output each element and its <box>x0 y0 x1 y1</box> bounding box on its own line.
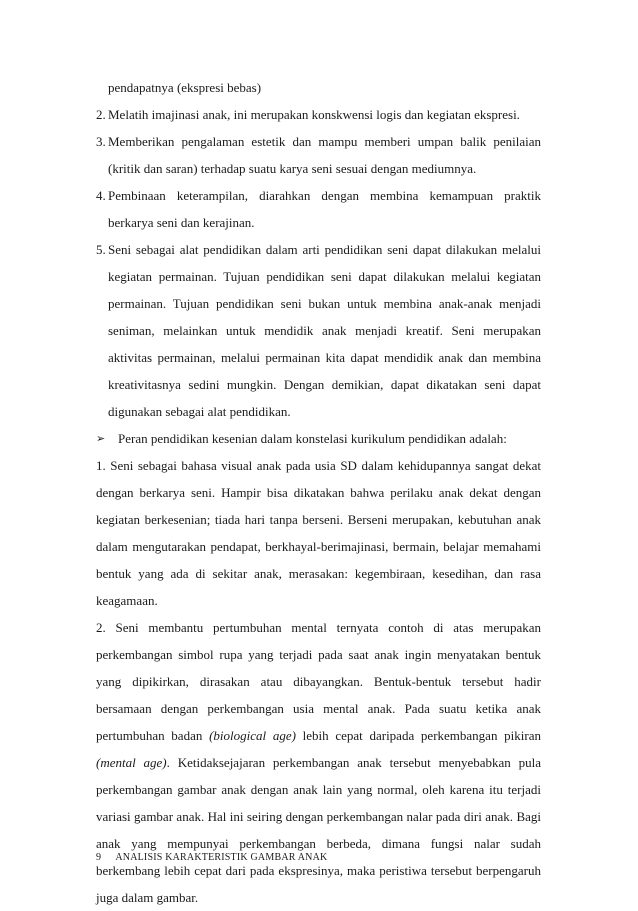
list-number: 2. <box>96 107 106 122</box>
paragraph-1: 1. Seni sebagai bahasa visual anak pada usia SD dalam kehidupannya sangat dekat dengan berkarya seni. Hampir bisa dikatakan bahwa perilaku anak dekat dengan kegiatan berkesenian; tiada hari tanpa berseni. Berseni merupakan, kebutuhan anak dalam mengutarakan pendapat, berkhayal-berimajinasi, bermain, belajar memahami bentuk yang ada di sekitar anak, merasakan: kegembiraan, kesedihan, dan rasa keagamaan. <box>96 458 541 608</box>
bullet-item-text: Peran pendidikan kesenian dalam konstelasi kurikulum pendidikan adalah: <box>118 431 507 446</box>
paragraph-2 <box>96 614 541 911</box>
biological-age-term: (biological age) <box>209 728 296 743</box>
list-item-text: Pembinaan keterampilan, diarahkan dengan membina kemampuan praktik berkarya seni dan kerajinan. <box>108 188 541 230</box>
list-number: 4. <box>96 188 106 203</box>
list-item-text: Memberikan pengalaman estetik dan mampu memberi umpan balik penilaian (kritik dan saran) terhadap suatu karya seni sesuai dengan mediumnya. <box>108 134 541 176</box>
bullet-item <box>96 425 541 452</box>
list-item <box>96 128 541 182</box>
list-item-text: Melatih imajinasi anak, ini merupakan konskwensi logis dan kegiatan ekspresi. <box>108 107 520 122</box>
paragraph-2-text-c: lebih cepat daripada perkembangan pikiran <box>295 728 541 743</box>
page-footer <box>96 852 327 863</box>
continued-item-text: pendapatnya (ekspresi bebas) <box>108 80 262 95</box>
paragraph-2-text-a: 2. Seni membantu pertumbuhan mental ternyata contoh di atas merupakan perkembangan simbol rupa yang terjadi pada saat anak ingin menyatakan bentuk yang dipikirkan, dirasakan atau dibayangkan. Bentuk-bentuk tersebut hadir bersamaan dengan perkembangan usia mental anak. Pada suatu ketika anak pertumbuhan badan <box>96 620 541 743</box>
footer-title: ANALISIS KARAKTERISTIK GAMBAR ANAK <box>115 852 328 863</box>
list-item <box>96 236 541 425</box>
mental-age-term: (mental age) <box>96 755 167 770</box>
body-text <box>96 74 541 911</box>
list-item-text: Seni sebagai alat pendidikan dalam arti pendidikan seni dapat dilakukan melalui kegiatan permainan. Tujuan pendidikan seni dapat dilakukan melalui kegiatan permainan. Tujuan pendidikan seni bukan untuk membina anak-anak menjadi seniman, melainkan untuk mendidik anak menjadi kreatif. Seni merupakan aktivitas permainan, melalui permainan kita dapat mendidik anak dan membina kreativitasnya sedini mungkin. Dengan demikian, dapat dikatakan seni dapat digunakan sebagai alat pendidikan. <box>108 242 541 419</box>
list-number: 3. <box>96 134 106 149</box>
list-number: 5. <box>96 242 106 257</box>
list-item <box>96 101 541 128</box>
page-number: 9 <box>96 852 102 863</box>
paragraph-2-text-e: . Ketidaksejajaran perkembangan anak tersebut menyebabkan pula perkembangan gambar anak dengan anak lain yang normal, oleh karena itu terjadi variasi gambar anak. Hal ini seiring dengan perkembangan nalar pada diri anak. Bagi anak yang mempunyai perkembangan berbeda, dimana fungsi nalar sudah berkembang lebih cepat dari pada ekspresinya, maka peristiwa tersebut berpengaruh juga dalam gambar. <box>96 755 541 905</box>
list-item <box>96 182 541 236</box>
arrow-bullet-icon: ➢ <box>96 432 106 445</box>
